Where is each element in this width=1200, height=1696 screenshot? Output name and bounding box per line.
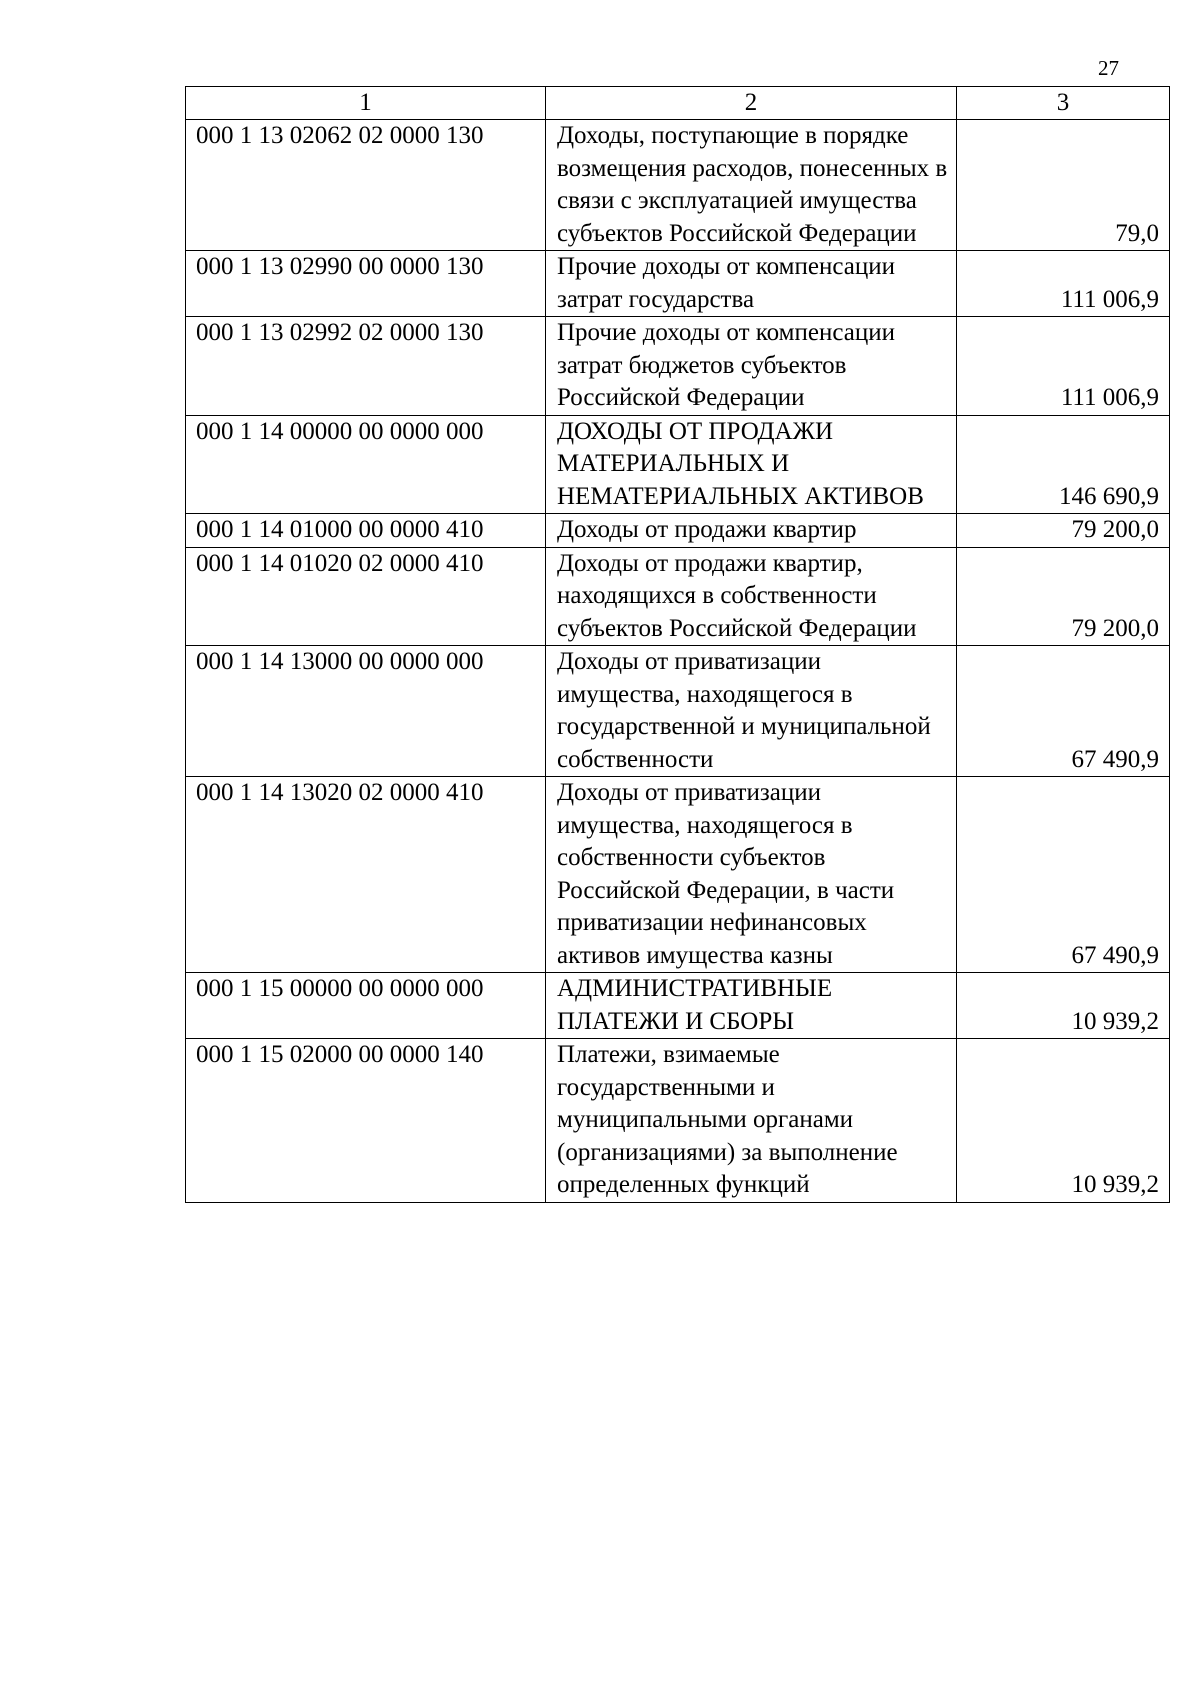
row-amount: 10 939,2: [957, 1039, 1170, 1203]
table-body: [186, 120, 1170, 1203]
row-amount: 146 690,9: [957, 415, 1170, 514]
row-name: ДОХОДЫ ОТ ПРОДАЖИ МАТЕРИАЛЬНЫХ И НЕМАТЕРИАЛЬНЫХ АКТИВОВ: [546, 415, 957, 514]
table-row: [186, 251, 1170, 317]
row-name: Доходы от приватизации имущества, находящегося в собственности субъектов Российской Федерации, в части приватизации нефинансовых активов имущества казны: [546, 777, 957, 973]
row-code: 000 1 14 01020 02 0000 410: [186, 547, 546, 646]
table-row: [186, 317, 1170, 416]
row-name: Доходы от продажи квартир: [546, 514, 957, 548]
row-code: 000 1 13 02990 00 0000 130: [186, 251, 546, 317]
table-header: [186, 87, 1170, 120]
row-name: АДМИНИСТРАТИВНЫЕ ПЛАТЕЖИ И СБОРЫ: [546, 973, 957, 1039]
row-amount: 111 006,9: [957, 317, 1170, 416]
row-amount: 79 200,0: [957, 514, 1170, 548]
column-header-code: 1: [186, 87, 546, 120]
row-code: 000 1 13 02992 02 0000 130: [186, 317, 546, 416]
column-header-amount: 3: [957, 87, 1170, 120]
row-amount: 111 006,9: [957, 251, 1170, 317]
table-row: [186, 1039, 1170, 1203]
row-name: Доходы от приватизации имущества, находящегося в государственной и муниципальной собственности: [546, 646, 957, 777]
row-amount: 67 490,9: [957, 646, 1170, 777]
row-amount: 79 200,0: [957, 547, 1170, 646]
row-code: 000 1 14 00000 00 0000 000: [186, 415, 546, 514]
table-row: [186, 646, 1170, 777]
row-amount: 10 939,2: [957, 973, 1170, 1039]
table-row: [186, 120, 1170, 251]
header-row: [186, 87, 1170, 120]
row-name: Платежи, взимаемые государственными и муниципальными органами (организациями) за выполнение определенных функций: [546, 1039, 957, 1203]
row-code: 000 1 13 02062 02 0000 130: [186, 120, 546, 251]
table-row: [186, 973, 1170, 1039]
row-amount: 67 490,9: [957, 777, 1170, 973]
row-code: 000 1 14 13020 02 0000 410: [186, 777, 546, 973]
row-code: 000 1 14 01000 00 0000 410: [186, 514, 546, 548]
row-name: Доходы от продажи квартир, находящихся в собственности субъектов Российской Федерации: [546, 547, 957, 646]
table-row: [186, 415, 1170, 514]
table-row: [186, 777, 1170, 973]
page-number: 27: [1098, 56, 1119, 80]
table-row: [186, 514, 1170, 548]
column-header-name: 2: [546, 87, 957, 120]
row-name: Доходы, поступающие в порядке возмещения расходов, понесенных в связи с эксплуатацией имущества субъектов Российской Федерации: [546, 120, 957, 251]
table-row: [186, 547, 1170, 646]
row-name: Прочие доходы от компенсации затрат бюджетов субъектов Российской Федерации: [546, 317, 957, 416]
row-code: 000 1 15 00000 00 0000 000: [186, 973, 546, 1039]
row-code: 000 1 15 02000 00 0000 140: [186, 1039, 546, 1203]
row-amount: 79,0: [957, 120, 1170, 251]
row-name: Прочие доходы от компенсации затрат государства: [546, 251, 957, 317]
row-code: 000 1 14 13000 00 0000 000: [186, 646, 546, 777]
revenue-table: [185, 86, 1170, 1203]
